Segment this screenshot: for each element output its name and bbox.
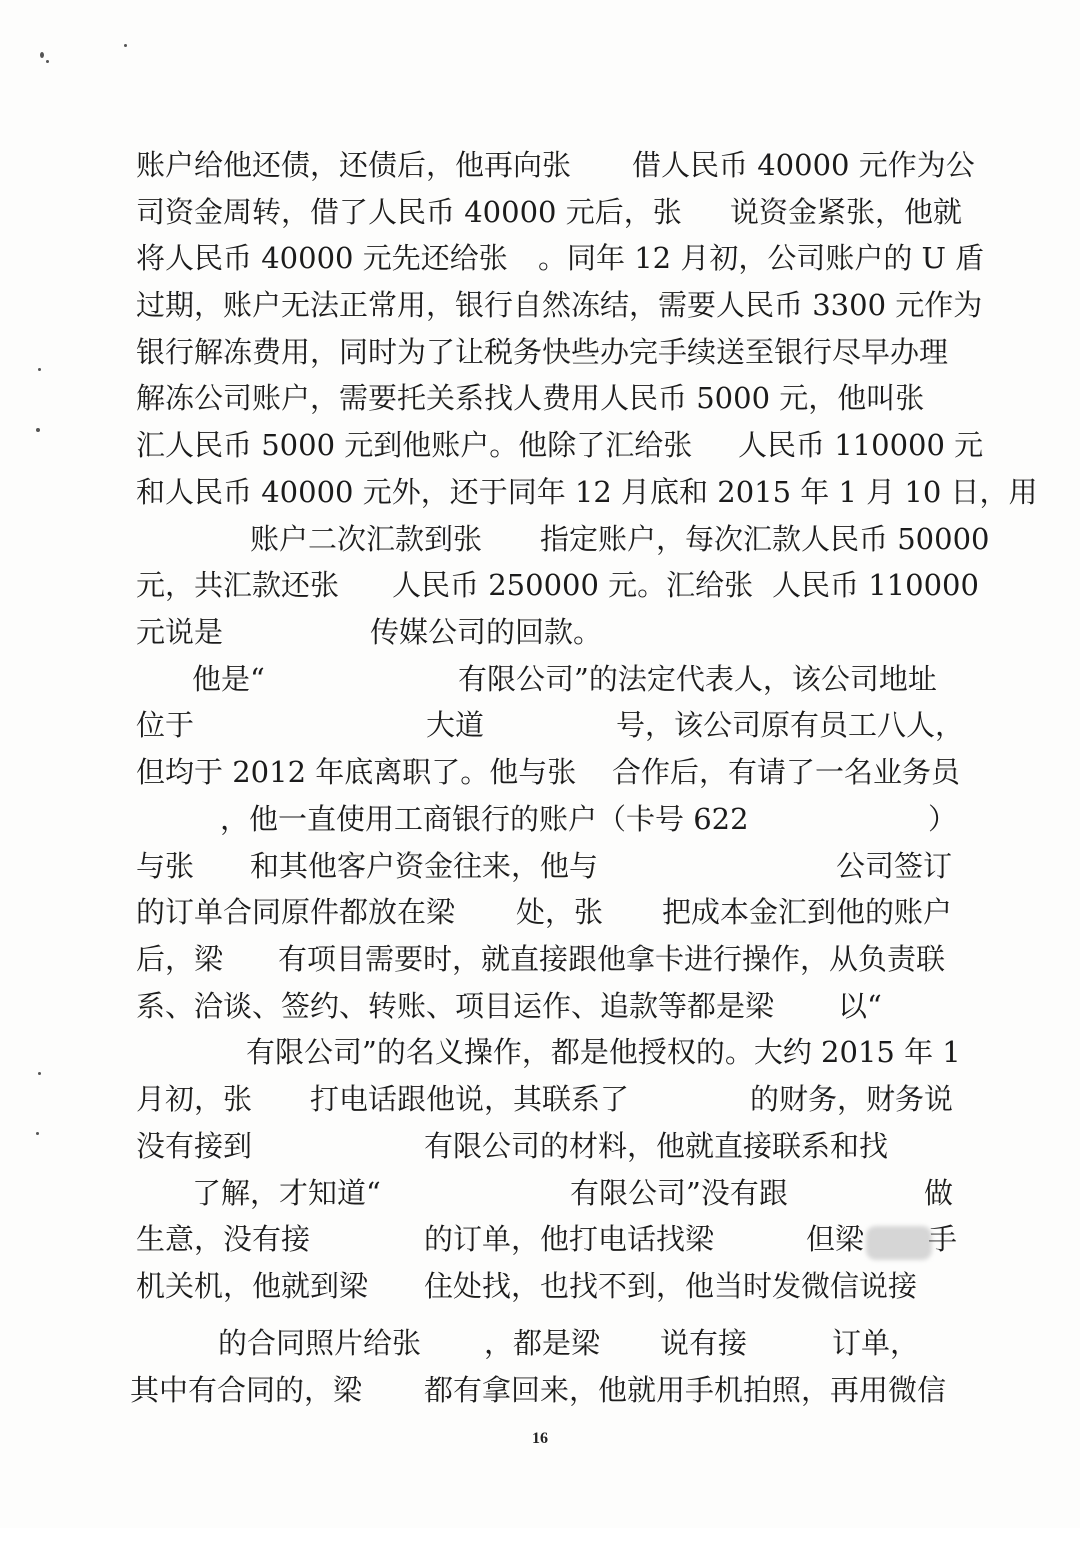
text-segment: 借人民币 40000 元作为公 — [632, 148, 975, 182]
scan-speck — [124, 44, 127, 47]
text-line — [0, 519, 1080, 559]
text-line — [0, 1032, 1080, 1072]
text-segment: 但梁 — [806, 1222, 865, 1256]
text-segment: 的财务，财务说 — [750, 1082, 954, 1116]
text-line — [0, 986, 1080, 1026]
text-segment: 月初，张 — [136, 1082, 253, 1116]
text-segment: 说有接 — [660, 1326, 748, 1360]
text-line — [0, 145, 1080, 185]
text-segment: 解冻公司账户，需要托关系找人费用人民币 5000 元，他叫张 — [136, 381, 925, 415]
text-line — [0, 425, 1080, 465]
text-segment: 指定账户，每次汇款人民币 50000 — [540, 522, 990, 556]
text-segment: 以“ — [838, 989, 882, 1023]
text-segment: 过期，账户无法正常用，银行自然冻结，需要人民币 3300 元作为 — [136, 288, 983, 322]
text-line — [0, 659, 1080, 699]
scan-speck — [38, 1072, 41, 1075]
text-segment: 人民币 250000 元。汇给张 — [392, 568, 754, 602]
text-segment: 元，共汇款还张 — [136, 568, 340, 602]
text-line — [0, 192, 1080, 232]
text-segment: 号，该公司原有员工八人， — [616, 708, 965, 742]
text-segment: 账户给他还债，还债后，他再向张 — [136, 148, 572, 182]
text-segment: 银行解冻费用，同时为了让税务快些办完手续送至银行尽早办理 — [136, 335, 949, 369]
text-line — [0, 846, 1080, 886]
text-segment: 传媒公司的回款。 — [370, 615, 603, 649]
text-line — [0, 1219, 1080, 1259]
text-line — [0, 705, 1080, 745]
text-segment: 大道 — [426, 708, 485, 742]
text-line — [0, 332, 1080, 372]
text-segment: 住处找，也找不到，他当时发微信说接 — [424, 1269, 918, 1303]
text-line — [0, 1266, 1080, 1306]
scan-speck — [46, 60, 49, 63]
text-segment: 的订单，他打电话找梁 — [424, 1222, 715, 1256]
text-segment: ） — [928, 802, 958, 836]
text-segment: 打电话跟他说，其联系了 — [310, 1082, 630, 1116]
text-segment: 他是“ — [192, 662, 265, 696]
text-line — [0, 285, 1080, 325]
text-segment: 与张 — [136, 849, 195, 883]
text-segment: 位于 — [136, 708, 195, 742]
text-segment: 但均于 2012 年底离职了。他与张 — [136, 755, 577, 789]
text-line — [0, 939, 1080, 979]
text-segment: 其中有合同的，梁 — [130, 1373, 363, 1407]
text-segment: 和其他客户资金往来，他与 — [250, 849, 599, 883]
text-segment: 和人民币 40000 元外，还于同年 12 月底和 2015 年 1 月 10 日，用 — [136, 475, 1038, 509]
text-segment: 有限公司的材料，他就直接联系和找 — [424, 1129, 889, 1163]
text-segment: 将人民币 40000 元先还给张 — [136, 241, 508, 275]
text-line — [0, 238, 1080, 278]
text-segment: 生意，没有接 — [136, 1222, 311, 1256]
text-segment: 把成本金汇到他的账户 — [662, 895, 953, 929]
text-segment: 有限公司”的名义操作，都是他授权的。大约 2015 年 1 — [246, 1035, 961, 1069]
text-segment: 系、洽谈、签约、转账、项目运作、追款等都是梁 — [136, 989, 775, 1023]
text-line — [0, 565, 1080, 605]
text-segment: 人民币 110000 — [772, 568, 979, 602]
text-segment: 后，梁 — [136, 942, 224, 976]
text-segment: 机关机，他就到梁 — [136, 1269, 369, 1303]
text-segment: ，都是梁 — [484, 1326, 601, 1360]
text-line — [0, 1079, 1080, 1119]
text-segment: 处，张 — [516, 895, 604, 929]
text-segment: 说资金紧张，他就 — [730, 195, 963, 229]
text-line — [0, 472, 1080, 512]
text-line — [0, 1173, 1080, 1213]
text-segment: 公司签订 — [836, 849, 953, 883]
scan-speck — [40, 52, 44, 58]
text-line — [0, 1370, 1080, 1410]
text-line — [0, 752, 1080, 792]
text-line — [0, 1126, 1080, 1166]
text-segment: 的订单合同原件都放在梁 — [136, 895, 456, 929]
text-segment: 做 — [924, 1176, 954, 1210]
text-line — [0, 612, 1080, 652]
page-number: 16 — [532, 1430, 548, 1447]
text-segment: 合作后，有请了一名业务员 — [612, 755, 961, 789]
text-segment: 有项目需要时，就直接跟他拿卡进行操作，从负责联 — [278, 942, 946, 976]
text-line — [0, 799, 1080, 839]
text-segment: 有限公司”没有跟 — [570, 1176, 788, 1210]
text-segment: ，他一直使用工商银行的账户（卡号 622 — [220, 802, 749, 836]
text-segment: 司资金周转，借了人民币 40000 元后，张 — [136, 195, 682, 229]
text-segment: 都有拿回来，他就用手机拍照，再用微信 — [424, 1373, 947, 1407]
text-segment: 没有接到 — [136, 1129, 253, 1163]
text-segment: 手 — [928, 1222, 958, 1256]
text-segment: 账户二次汇款到张 — [250, 522, 483, 556]
text-segment: 元说是 — [136, 615, 224, 649]
text-segment: 。同年 12 月初，公司账户的 U 盾 — [538, 241, 985, 275]
text-segment: 的合同照片给张 — [218, 1326, 422, 1360]
text-segment: 了解，才知道“ — [192, 1176, 381, 1210]
text-segment: 汇人民币 5000 元到他账户。他除了汇给张 — [136, 428, 693, 462]
text-line — [0, 378, 1080, 418]
text-line — [0, 1323, 1080, 1363]
text-segment: 人民币 110000 元 — [738, 428, 984, 462]
text-segment: 有限公司”的法定代表人，该公司地址 — [458, 662, 937, 696]
text-line — [0, 892, 1080, 932]
text-segment: 订单， — [832, 1326, 920, 1360]
